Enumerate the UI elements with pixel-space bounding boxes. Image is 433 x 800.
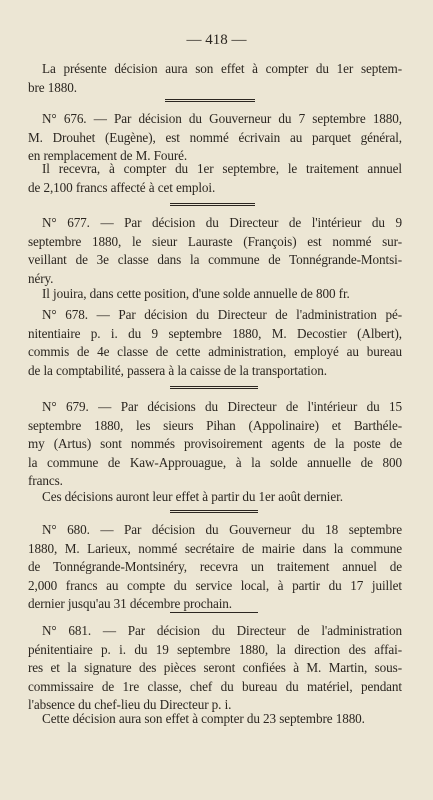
text-line: N° 677. — Par décision du Directeur de l'intérieur du 9 (42, 215, 402, 230)
text-line: de Tonnégrande-Montsinéry, recevra un traitement annuel de (28, 559, 402, 575)
paragraph-676-salary (28, 160, 402, 197)
paragraph-676 (28, 110, 402, 166)
text-line: la commune de Kaw-Approuague, à la solde annuelle de 800 (28, 454, 402, 470)
text-line: res et la signature des pièces seront confiées à M. Martin, sous- (28, 660, 402, 676)
paragraph-intro (28, 60, 402, 97)
text-line: bre 1880. (28, 79, 77, 95)
text-line: néry. (28, 270, 54, 286)
text-line: nitentiaire p. i. du 9 septembre 1880, M. Decostier (Albert), (28, 325, 402, 341)
text-line: N° 681. — Par décision du Directeur de l'administration (42, 623, 402, 638)
text-line: commissaire de 1re classe, chef du bureau du matériel, pendant (28, 678, 402, 694)
text-line: Il jouira, dans cette position, d'une solde annuelle de 800 fr. (42, 286, 350, 301)
text-line: N° 679. — Par décisions du Directeur de l'intérieur du 15 (42, 399, 402, 414)
text-line: Ces décisions auront leur effet à partir du 1er août dernier. (42, 489, 343, 504)
text-line: pénitentiaire p. i. du 19 septembre 1880, la direction des affai- (28, 641, 402, 657)
paragraph-679 (28, 398, 402, 491)
text-line: dernier jusqu'au 31 décembre prochain. (28, 596, 233, 612)
text-line: M. Drouhet (Eugène), est nommé écrivain au parquet général, (28, 129, 402, 145)
text-line: de 2,100 francs affecté à cet emploi. (28, 179, 216, 195)
separator-rule (170, 386, 258, 392)
paragraph-677 (28, 214, 402, 288)
text-line: N° 676. — Par décision du Gouverneur du 7 septembre 1880, (42, 111, 402, 126)
paragraph-678 (28, 306, 402, 380)
text-line: Il recevra, à compter du 1er septembre, le traitement annuel (42, 161, 402, 176)
text-line: Cette décision aura son effet à compter du 23 septembre 1880. (42, 711, 365, 726)
text-line: N° 680. — Par décision du Gouverneur du 18 septembre (42, 522, 402, 537)
separator-rule (170, 203, 255, 209)
page-number: — 418 — (186, 32, 247, 48)
text-line: commis de 4e classe de cette administration, employé au bureau (28, 344, 402, 360)
text-line: francs. (28, 473, 63, 489)
text-line: l'absence du chef-lieu du Directeur p. i. (28, 697, 232, 713)
text-line: La présente décision aura son effet à compter du 1er septem- (42, 61, 402, 76)
text-line: N° 678. — Par décision du Directeur de l'administration pé- (42, 307, 402, 322)
paragraph-681-effect (28, 710, 402, 729)
text-line: veillant de 3e classe dans la commune de Tonnégrande-Montsi- (28, 252, 402, 268)
text-line: en remplacement de M. Fouré. (28, 148, 188, 164)
paragraph-677-salary (28, 285, 402, 304)
text-line: my (Artus) sont nommés provisoirement agents de la poste de (28, 436, 402, 452)
text-line: de la comptabilité, passera à la caisse de la transportation. (28, 362, 327, 378)
text-line: septembre 1880, les sieurs Pihan (Appolinaire) et Barthéle- (28, 417, 402, 433)
separator-rule (165, 99, 255, 105)
text-line: septembre 1880, le sieur Lauraste (François) est nommé sur- (28, 233, 402, 249)
separator-rule (170, 510, 258, 516)
text-line: 1880, M. Larieux, nommé secrétaire de mairie dans la commune (28, 540, 402, 556)
separator-rule (170, 612, 258, 613)
paragraph-680 (28, 521, 402, 614)
paragraph-681 (28, 622, 402, 715)
text-line: 2,000 francs au compte du service local, à partir du 17 juillet (28, 577, 402, 593)
paragraph-679-effect (28, 488, 402, 507)
